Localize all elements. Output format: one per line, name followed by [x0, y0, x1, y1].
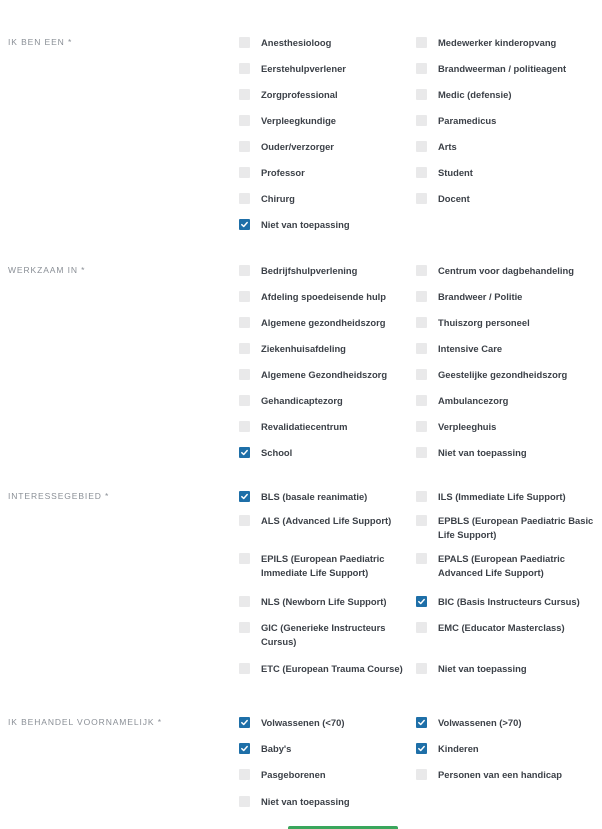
option-label: Ambulancezorg [438, 395, 509, 406]
checkbox-unchecked-icon[interactable] [239, 115, 250, 126]
checkbox-unchecked-icon[interactable] [416, 343, 427, 354]
checkbox-unchecked-icon[interactable] [239, 141, 250, 152]
option-label: ALS (Advanced Life Support) [261, 515, 392, 526]
option-werkzaam-in[interactable] [416, 420, 598, 434]
checkbox-unchecked-icon[interactable] [239, 317, 250, 328]
option-werkzaam-in[interactable] [416, 342, 598, 356]
option-label: Niet van toepassing [438, 663, 527, 674]
option-label: EPBLS (European Paediatric Basic Life Support) [438, 515, 594, 540]
option-label: Eerstehulpverlener [261, 63, 346, 74]
checkbox-checked-icon[interactable] [239, 743, 250, 754]
checkbox-unchecked-icon[interactable] [239, 369, 250, 380]
option-label: Kinderen [438, 743, 479, 754]
checkbox-unchecked-icon[interactable] [416, 265, 427, 276]
option-interessegebied[interactable] [239, 552, 404, 580]
option-werkzaam-in[interactable] [416, 264, 598, 278]
option-werkzaam-in[interactable] [239, 446, 404, 460]
checkbox-unchecked-icon[interactable] [416, 515, 427, 526]
option-label: Gehandicaptezorg [261, 395, 343, 406]
option-interessegebied[interactable] [239, 662, 404, 676]
option-interessegebied[interactable] [239, 490, 404, 504]
option-label: Ziekenhuisafdeling [261, 343, 346, 354]
option-label: Revalidatiecentrum [261, 421, 348, 432]
option-werkzaam-in[interactable] [416, 316, 598, 330]
checkbox-unchecked-icon[interactable] [416, 167, 427, 178]
checkbox-unchecked-icon[interactable] [416, 115, 427, 126]
option-werkzaam-in[interactable] [239, 290, 404, 304]
option-interessegebied[interactable] [416, 552, 598, 580]
option-label: Baby's [261, 743, 292, 754]
option-label: Paramedicus [438, 115, 497, 126]
option-label: NLS (Newborn Life Support) [261, 596, 387, 607]
option-ik-behandel-voornamelijk[interactable] [416, 742, 598, 756]
option-werkzaam-in[interactable] [416, 368, 598, 382]
option-label: EPALS (European Paediatric Advanced Life Support) [438, 553, 565, 578]
option-ik-behandel-voornamelijk[interactable] [239, 716, 404, 730]
checkbox-unchecked-icon[interactable] [416, 369, 427, 380]
checkbox-checked-icon[interactable] [416, 717, 427, 728]
option-interessegebied[interactable] [416, 595, 598, 609]
option-label: Ouder/verzorger [261, 141, 334, 152]
option-label: Student [438, 167, 473, 178]
section-label: IK BEHANDEL VOORNAMELIJK * [8, 717, 162, 727]
option-label: BLS (basale reanimatie) [261, 491, 368, 502]
option-label: ILS (Immediate Life Support) [438, 491, 566, 502]
option-ik-ben-een[interactable] [416, 88, 598, 102]
option-label: Niet van toepassing [261, 219, 350, 230]
option-werkzaam-in[interactable] [416, 446, 598, 460]
checkbox-unchecked-icon[interactable] [239, 37, 250, 48]
checkbox-unchecked-icon[interactable] [239, 63, 250, 74]
checkbox-unchecked-icon[interactable] [239, 395, 250, 406]
option-label: Bedrijfshulpverlening [261, 265, 358, 276]
option-interessegebied[interactable] [239, 514, 404, 528]
option-ik-ben-een[interactable] [239, 218, 404, 232]
option-werkzaam-in[interactable] [239, 394, 404, 408]
checkbox-unchecked-icon[interactable] [239, 515, 250, 526]
option-interessegebied[interactable] [416, 621, 598, 635]
checkbox-unchecked-icon[interactable] [239, 421, 250, 432]
option-label: GIC (Generieke Instructeurs Cursus) [261, 622, 386, 647]
option-label: School [261, 447, 293, 458]
checkbox-unchecked-icon[interactable] [416, 663, 427, 674]
option-label: Algemene gezondheidszorg [261, 317, 386, 328]
option-werkzaam-in[interactable] [239, 420, 404, 434]
option-label: Thuiszorg personeel [438, 317, 530, 328]
option-label: EPILS (European Paediatric Immediate Life Support) [261, 553, 385, 578]
checkbox-unchecked-icon[interactable] [239, 89, 250, 100]
option-label: Volwassenen (>70) [438, 717, 522, 728]
option-label: Chirurg [261, 193, 295, 204]
checkbox-unchecked-icon[interactable] [239, 663, 250, 674]
checkbox-unchecked-icon[interactable] [239, 553, 250, 564]
option-ik-ben-een[interactable] [239, 88, 404, 102]
checkbox-unchecked-icon[interactable] [416, 89, 427, 100]
checkbox-checked-icon[interactable] [416, 596, 427, 607]
option-interessegebied[interactable] [416, 662, 598, 676]
section-label: WERKZAAM IN * [8, 265, 86, 275]
option-label: EMC (Educator Masterclass) [438, 622, 565, 633]
checkbox-unchecked-icon[interactable] [416, 553, 427, 564]
option-ik-behandel-voornamelijk[interactable] [416, 716, 598, 730]
option-werkzaam-in[interactable] [239, 316, 404, 330]
option-werkzaam-in[interactable] [416, 290, 598, 304]
option-label: Algemene Gezondheidszorg [261, 369, 388, 380]
checkbox-unchecked-icon[interactable] [416, 193, 427, 204]
checkbox-unchecked-icon[interactable] [416, 63, 427, 74]
checkbox-unchecked-icon[interactable] [239, 596, 250, 607]
option-ik-ben-een[interactable] [239, 36, 404, 50]
checkbox-checked-icon[interactable] [239, 717, 250, 728]
option-label: Professor [261, 167, 305, 178]
option-label: Verpleegkundige [261, 115, 337, 126]
option-ik-ben-een[interactable] [416, 166, 598, 180]
option-interessegebied[interactable] [239, 595, 404, 609]
option-label: Niet van toepassing [438, 447, 527, 458]
option-ik-ben-een[interactable] [416, 36, 598, 50]
option-label: Centrum voor dagbehandeling [438, 265, 574, 276]
option-ik-ben-een[interactable] [416, 192, 598, 206]
checkbox-unchecked-icon[interactable] [416, 769, 427, 780]
option-label: Medic (defensie) [438, 89, 512, 100]
checkbox-unchecked-icon[interactable] [239, 796, 250, 807]
option-interessegebied[interactable] [416, 514, 598, 542]
option-label: Medewerker kinderopvang [438, 37, 557, 48]
section-label: INTERESSEGEBIED * [8, 491, 110, 501]
option-ik-ben-een[interactable] [239, 62, 404, 76]
option-interessegebied[interactable] [239, 621, 404, 649]
option-ik-behandel-voornamelijk[interactable] [416, 768, 598, 782]
option-label: Personen van een handicap [438, 769, 562, 780]
checkbox-checked-icon[interactable] [239, 447, 250, 458]
option-label: Niet van toepassing [261, 796, 350, 807]
checkbox-checked-icon[interactable] [239, 219, 250, 230]
checkbox-unchecked-icon[interactable] [416, 291, 427, 302]
option-label: Arts [438, 141, 457, 152]
option-label: ETC (European Trauma Course) [261, 663, 403, 674]
checkbox-unchecked-icon[interactable] [416, 37, 427, 48]
option-label: Docent [438, 193, 470, 204]
section-label: IK BEN EEN * [8, 37, 73, 47]
option-label: Anesthesioloog [261, 37, 332, 48]
checkbox-unchecked-icon[interactable] [239, 622, 250, 633]
checkbox-unchecked-icon[interactable] [416, 141, 427, 152]
option-ik-ben-een[interactable] [416, 114, 598, 128]
option-werkzaam-in[interactable] [239, 342, 404, 356]
option-label: Zorgprofessional [261, 89, 338, 100]
checkbox-checked-icon[interactable] [239, 491, 250, 502]
checkbox-unchecked-icon[interactable] [416, 622, 427, 633]
option-ik-ben-een[interactable] [239, 166, 404, 180]
checkbox-unchecked-icon[interactable] [416, 491, 427, 502]
option-ik-ben-een[interactable] [416, 140, 598, 154]
checkbox-unchecked-icon[interactable] [416, 447, 427, 458]
checkbox-unchecked-icon[interactable] [239, 167, 250, 178]
checkbox-checked-icon[interactable] [416, 743, 427, 754]
option-ik-behandel-voornamelijk[interactable] [239, 768, 404, 782]
option-werkzaam-in[interactable] [416, 394, 598, 408]
option-label: BIC (Basis Instructeurs Cursus) [438, 596, 580, 607]
option-label: Brandweer / Politie [438, 291, 523, 302]
option-ik-ben-een[interactable] [239, 140, 404, 154]
option-werkzaam-in[interactable] [239, 368, 404, 382]
option-ik-ben-een[interactable] [416, 62, 598, 76]
option-ik-ben-een[interactable] [239, 114, 404, 128]
option-ik-behandel-voornamelijk[interactable] [239, 795, 404, 809]
checkbox-unchecked-icon[interactable] [416, 421, 427, 432]
checkbox-unchecked-icon[interactable] [239, 265, 250, 276]
option-label: Pasgeborenen [261, 769, 326, 780]
option-werkzaam-in[interactable] [239, 264, 404, 278]
checkbox-unchecked-icon[interactable] [416, 317, 427, 328]
option-interessegebied[interactable] [416, 490, 598, 504]
checkbox-unchecked-icon[interactable] [239, 193, 250, 204]
option-ik-ben-een[interactable] [239, 192, 404, 206]
option-label: Brandweerman / politieagent [438, 63, 567, 74]
checkbox-unchecked-icon[interactable] [239, 343, 250, 354]
option-label: Afdeling spoedeisende hulp [261, 291, 387, 302]
checkbox-unchecked-icon[interactable] [239, 291, 250, 302]
option-label: Intensive Care [438, 343, 503, 354]
checkbox-unchecked-icon[interactable] [239, 769, 250, 780]
option-label: Verpleeghuis [438, 421, 497, 432]
option-ik-behandel-voornamelijk[interactable] [239, 742, 404, 756]
option-label: Geestelijke gezondheidszorg [438, 369, 568, 380]
checkbox-unchecked-icon[interactable] [416, 395, 427, 406]
option-label: Volwassenen (<70) [261, 717, 345, 728]
